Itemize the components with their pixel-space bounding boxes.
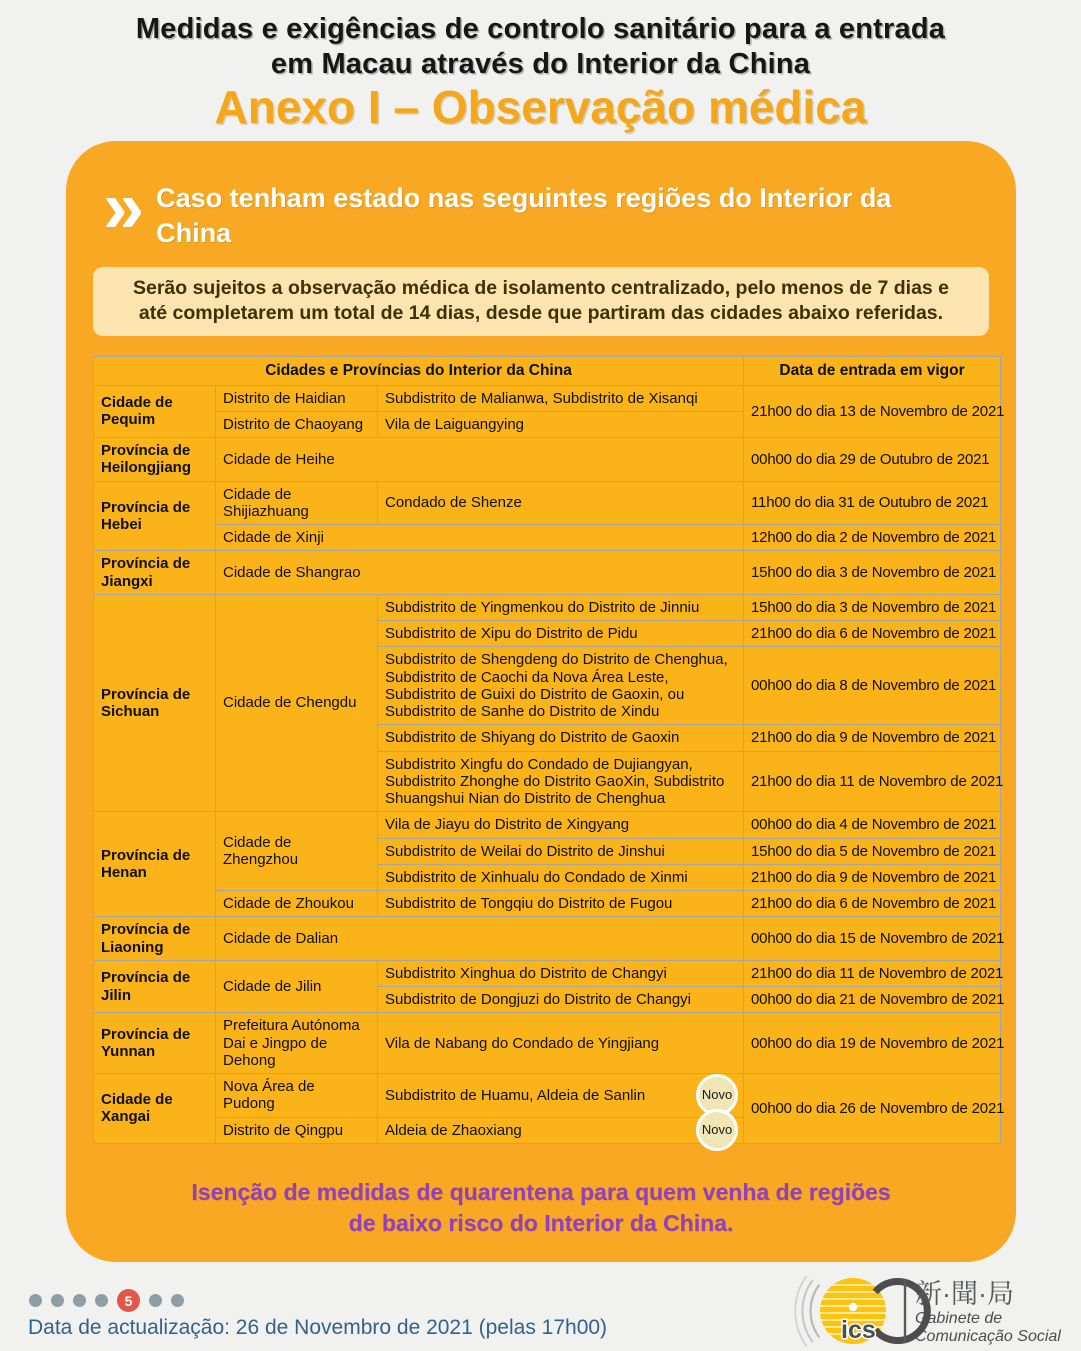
page-title-line1: Medidas e exigências de controlo sanitário para a entrada <box>135 13 946 45</box>
exemption-text <box>93 1177 989 1239</box>
novo-badge: Novo <box>696 1109 738 1151</box>
province-cell: Cidade de Xangai <box>94 1074 216 1144</box>
area-cell <box>378 1074 744 1118</box>
area-cell: Subdistrito de Xinhualu do Condado de Xinmi <box>378 864 744 890</box>
page-title-line2: em Macau através do Interior da China <box>270 47 811 80</box>
table-row <box>94 481 1001 525</box>
table-row <box>94 1013 1001 1074</box>
area-text: Aldeia de Zhaoxiang <box>385 1121 522 1139</box>
date-cell: 12h00 do dia 2 de Novembro de 2021 <box>744 525 1001 551</box>
chevrons-icon: » <box>103 165 141 248</box>
area-cell: Subdistrito Xingfu do Condado de Dujiangyan, Subdistrito Zhonghe do Distrito GaoXin, Subdistrito Shuangshui Nian do Distrito de Chenghua <box>378 751 744 812</box>
page-dot-active: 5 <box>117 1289 140 1312</box>
sound-waves-icon <box>795 1276 819 1346</box>
novo-badge: Novo <box>696 1074 738 1116</box>
date-cell: 21h00 do dia 9 de Novembro de 2021 <box>744 864 1001 890</box>
page-dot <box>73 1294 86 1307</box>
page-dot <box>95 1294 108 1307</box>
area-cell: Subdistrito de Malianwa, Subdistrito de Xisanqi <box>378 385 744 411</box>
page-header <box>0 0 1081 131</box>
note-box: Serão sujeitos a observação médica de isolamento centralizado, pelo menos de 7 dias e até completarem um total de 14 dias, desde que partiram das cidades abaixo referidas. <box>93 267 989 336</box>
annex-title: Anexo I – Observação médica <box>214 80 867 133</box>
gcs-mark <box>820 1278 927 1344</box>
area-cell: Subdistrito de Xipu do Distrito de Pidu <box>378 621 744 647</box>
page-dots <box>29 1289 184 1312</box>
update-date: Data de actualização: 26 de Novembro de 2021 (pelas 17h00) <box>28 1316 608 1339</box>
city-cell: Cidade de Xinji <box>216 525 744 551</box>
date-cell: 00h00 do dia 4 de Novembro de 2021 <box>744 812 1001 838</box>
city-cell: Cidade de Chengdu <box>216 594 378 812</box>
province-cell: Província de Sichuan <box>94 594 216 812</box>
card-heading <box>93 165 989 250</box>
table-row <box>94 1074 1001 1118</box>
date-cell: 15h00 do dia 3 de Novembro de 2021 <box>744 594 1001 620</box>
province-cell: Província de Heilongjiang <box>94 438 216 482</box>
logo-mark-text: ics <box>841 1316 876 1344</box>
date-cell: 00h00 do dia 29 de Outubro de 2021 <box>744 438 1001 482</box>
table-row <box>94 551 1001 595</box>
province-cell: Província de Henan <box>94 812 216 917</box>
area-cell: Subdistrito de Yingmenkou do Distrito de Jinniu <box>378 594 744 620</box>
area-cell <box>378 1117 744 1143</box>
area-cell: Vila de Laiguangying <box>378 411 744 437</box>
page-dot <box>51 1294 64 1307</box>
province-cell: Província de Jiangxi <box>94 551 216 595</box>
area-cell: Condado de Shenze <box>378 481 744 525</box>
page-dot <box>171 1294 184 1307</box>
city-cell: Distrito de Chaoyang <box>216 411 378 437</box>
city-cell: Nova Área de Pudong <box>216 1074 378 1118</box>
date-cell: 21h00 do dia 9 de Novembro de 2021 <box>744 725 1001 751</box>
regions-table <box>93 356 1005 1144</box>
page-dot <box>29 1294 42 1307</box>
area-cell: Subdistrito de Shiyang do Distrito de Gaoxin <box>378 725 744 751</box>
city-cell: Cidade de Heihe <box>216 438 744 482</box>
province-cell: Cidade de Pequim <box>94 385 216 438</box>
logo-pt-name-line1: Gabinete de <box>915 1310 1003 1327</box>
info-card <box>66 141 1016 1262</box>
exemption-line1: Isenção de medidas de quarentena para quem venha de regiões <box>191 1178 891 1205</box>
area-text: Subdistrito de Huamu, Aldeia de Sanlin <box>385 1086 646 1104</box>
table-row <box>94 812 1001 838</box>
city-cell: Distrito de Haidian <box>216 385 378 411</box>
city-cell: Cidade de Zhoukou <box>216 891 378 917</box>
date-cell: 21h00 do dia 6 de Novembro de 2021 <box>744 891 1001 917</box>
table-row <box>94 594 1001 620</box>
date-cell: 15h00 do dia 5 de Novembro de 2021 <box>744 838 1001 864</box>
date-cell: 00h00 do dia 26 de Novembro de 2021 <box>744 1074 1001 1144</box>
date-cell: 00h00 do dia 19 de Novembro de 2021 <box>744 1013 1001 1074</box>
card-heading-text: Caso tenham estado nas seguintes regiões do Interior da China <box>156 183 892 248</box>
date-cell: 00h00 do dia 8 de Novembro de 2021 <box>744 647 1001 725</box>
city-cell: Cidade de Dalian <box>216 917 744 961</box>
table-row <box>94 917 1001 961</box>
gcs-logo <box>779 1271 1069 1351</box>
province-cell: Província de Hebei <box>94 481 216 551</box>
table-row <box>94 525 1001 551</box>
date-cell: 00h00 do dia 21 de Novembro de 2021 <box>744 987 1001 1013</box>
logo-chinese-name: 新·聞·局 <box>915 1279 1014 1309</box>
date-cell: 21h00 do dia 13 de Novembro de 2021 <box>744 385 1001 438</box>
city-cell: Cidade de Zhengzhou <box>216 812 378 891</box>
city-cell: Distrito de Qingpu <box>216 1117 378 1143</box>
date-cell: 21h00 do dia 6 de Novembro de 2021 <box>744 621 1001 647</box>
city-cell: Cidade de Shijiazhuang <box>216 481 378 525</box>
table-header-date: Data de entrada em vigor <box>744 356 1001 385</box>
area-cell: Subdistrito de Weilai do Distrito de Jinshui <box>378 838 744 864</box>
logo-pt-name-line2: Comunicação Social <box>915 1328 1061 1345</box>
table-row <box>94 960 1001 986</box>
province-cell: Província de Jilin <box>94 960 216 1013</box>
province-cell: Província de Yunnan <box>94 1013 216 1074</box>
table-row <box>94 385 1001 411</box>
city-cell: Cidade de Shangrao <box>216 551 744 595</box>
date-cell: 11h00 do dia 31 de Outubro de 2021 <box>744 481 1001 525</box>
date-cell: 15h00 do dia 3 de Novembro de 2021 <box>744 551 1001 595</box>
area-cell: Subdistrito de Shengdeng do Distrito de Chenghua, Subdistrito de Caochi da Nova Área Leste, Subdistrito de Guixi do Distrito de Gaoxin, ou Subdistrito de Sanhe do Distrito de Xindu <box>378 647 744 725</box>
exemption-line2: de baixo risco do Interior da China. <box>348 1209 734 1236</box>
city-cell: Prefeitura Autónoma Dai e Jingpo de Dehong <box>216 1013 378 1074</box>
area-cell: Vila de Jiayu do Distrito de Xingyang <box>378 812 744 838</box>
table-header-regions: Cidades e Províncias do Interior da China <box>94 356 744 385</box>
province-cell: Província de Liaoning <box>94 917 216 961</box>
table-row <box>94 891 1001 917</box>
table-header-row <box>94 356 1001 385</box>
area-cell: Subdistrito de Tongqiu do Distrito de Fugou <box>378 891 744 917</box>
area-cell: Subdistrito de Dongjuzi do Distrito de Changyi <box>378 987 744 1013</box>
date-cell: 00h00 do dia 15 de Novembro de 2021 <box>744 917 1001 961</box>
date-cell: 21h00 do dia 11 de Novembro de 2021 <box>744 751 1001 812</box>
area-cell: Vila de Nabang do Condado de Yingjiang <box>378 1013 744 1074</box>
area-cell: Subdistrito Xinghua do Distrito de Changyi <box>378 960 744 986</box>
date-cell: 21h00 do dia 11 de Novembro de 2021 <box>744 960 1001 986</box>
table-row <box>94 438 1001 482</box>
city-cell: Cidade de Jilin <box>216 960 378 1013</box>
page-dot <box>149 1294 162 1307</box>
